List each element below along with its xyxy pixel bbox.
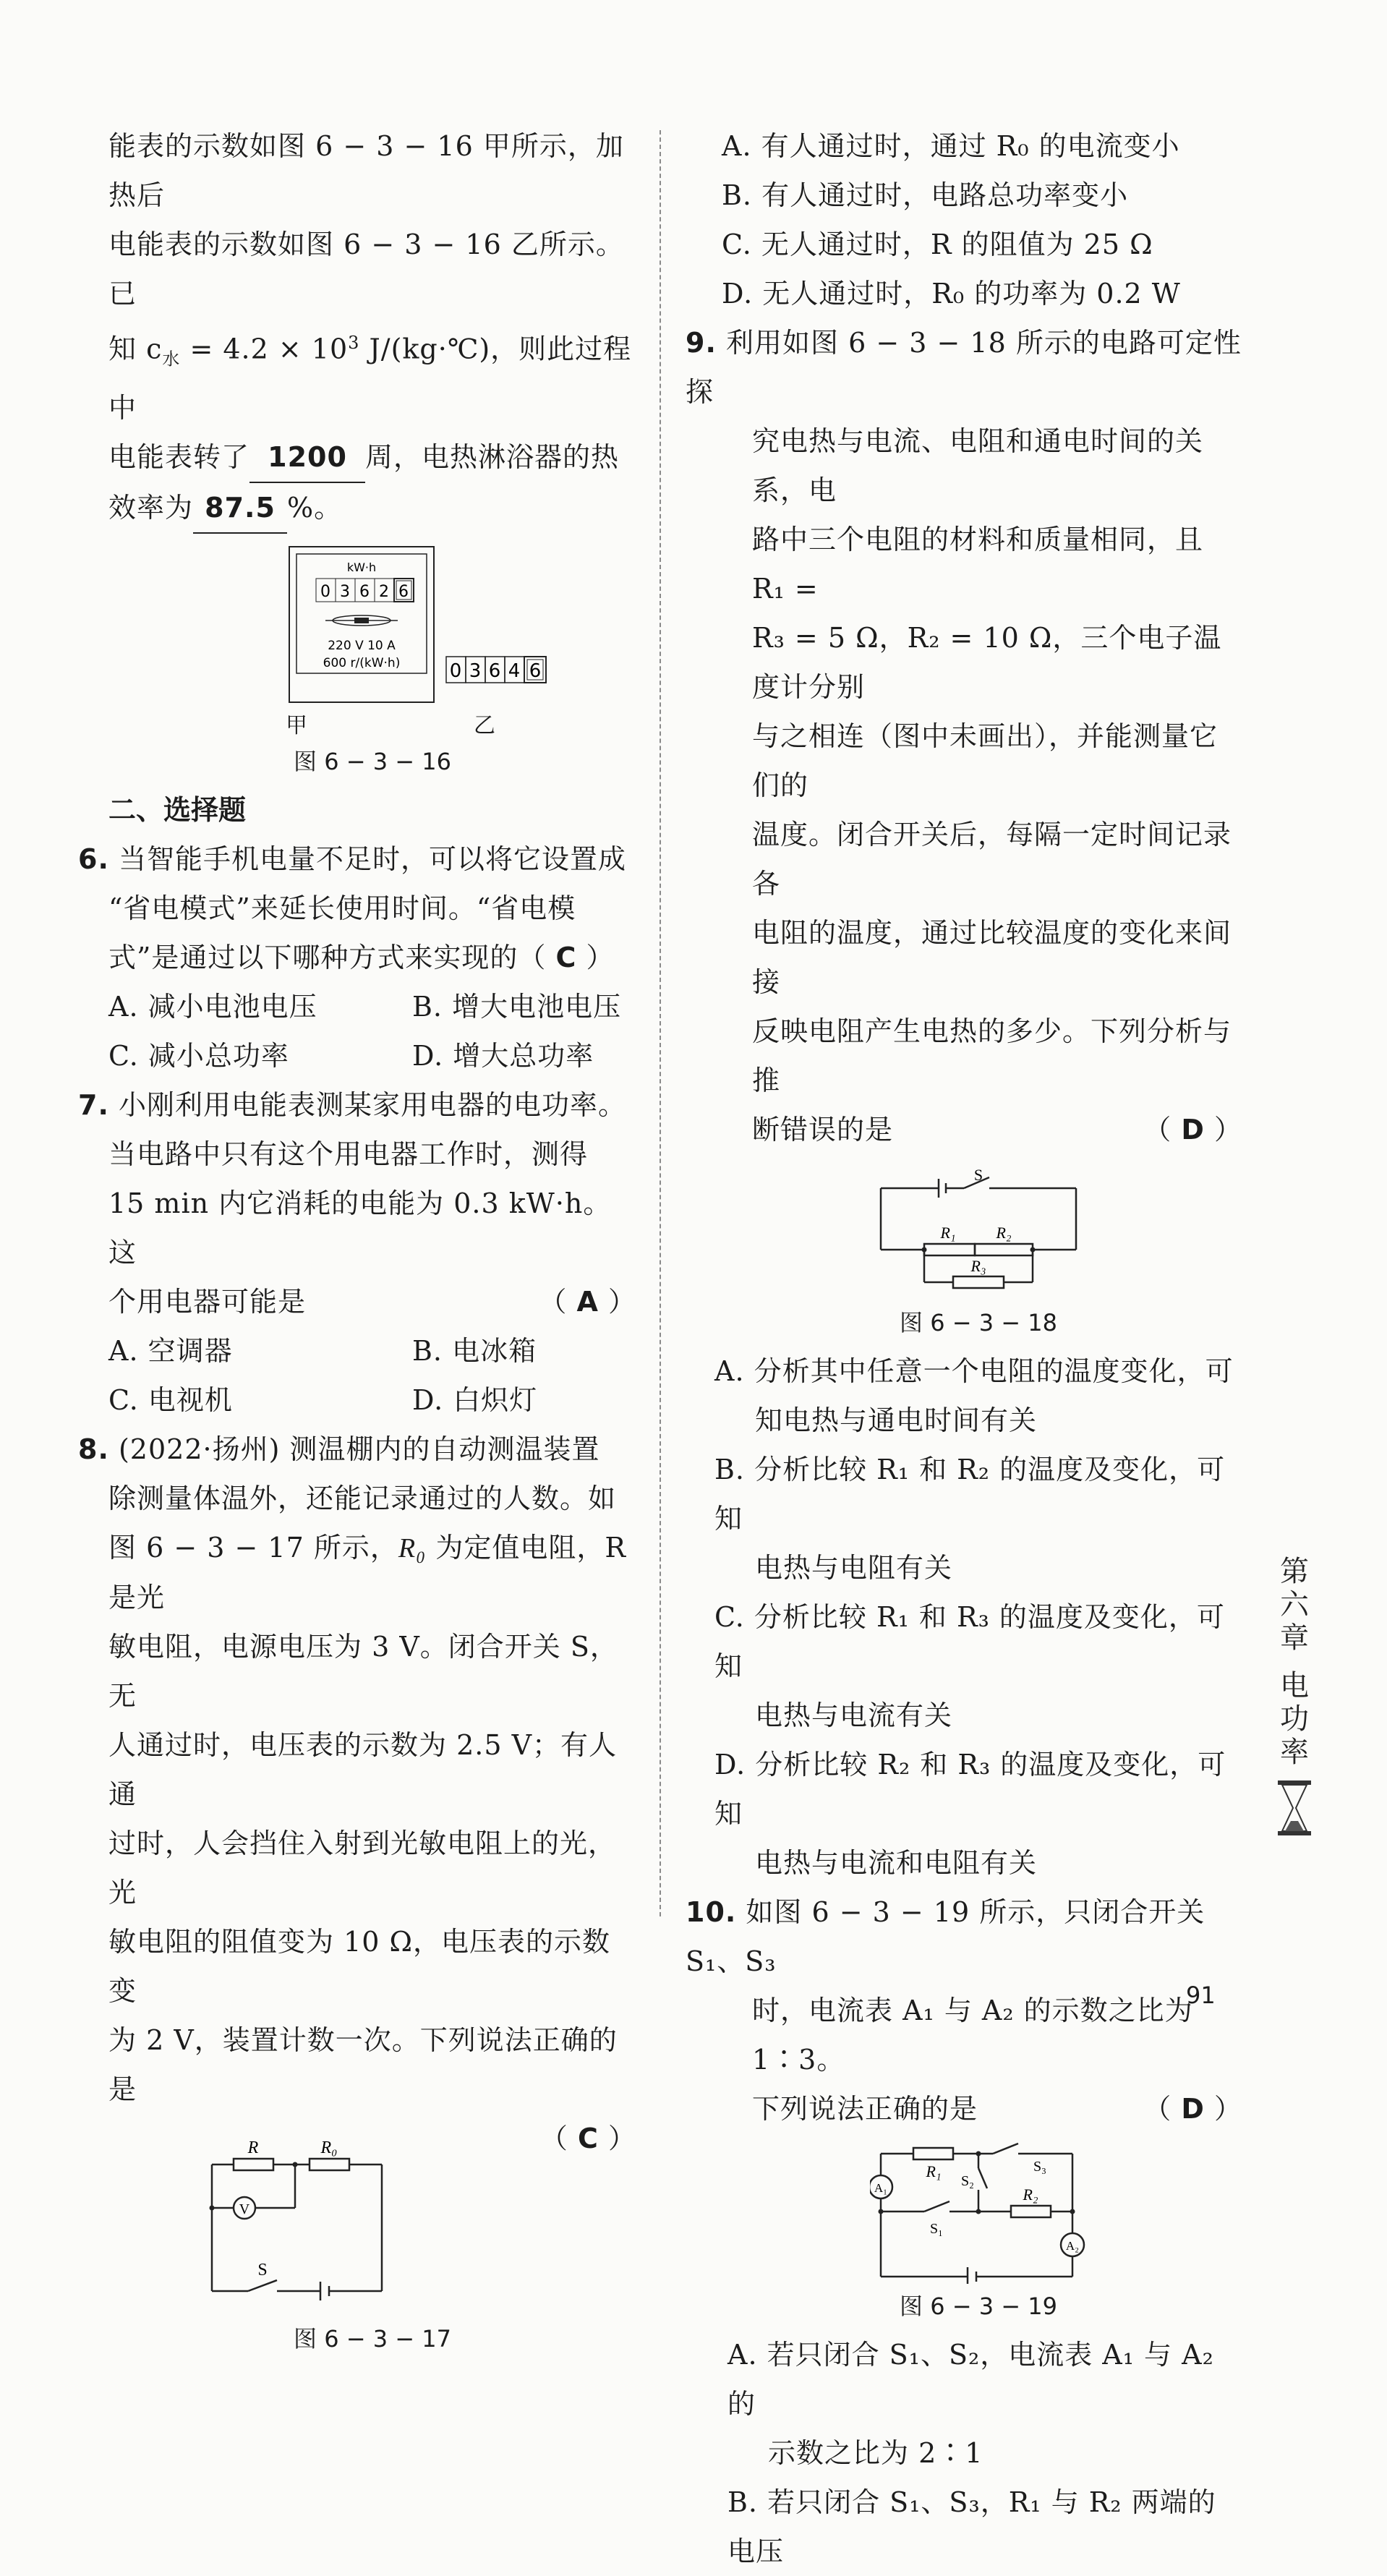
q8-option-d: D. 无人通过时，R₀ 的功率为 0.2 W: [722, 278, 1181, 310]
node: [976, 2209, 981, 2214]
q10-text-1: 如图 6 − 3 − 19 所示，只闭合开关 S₁、S₃: [686, 1896, 1205, 1977]
q10-line-1: [686, 1888, 1242, 1986]
q8-line-1: [78, 1425, 636, 1474]
q5-answer-1: 1200: [249, 432, 365, 483]
digit: 0: [320, 583, 330, 602]
q10-option-a-2: 示数之比为 2∶1: [768, 2437, 983, 2469]
r0-symbol: R₀: [398, 1533, 427, 1564]
q9-option-c-2: 电热与电流有关: [755, 1699, 953, 1731]
q5-line-4: [108, 432, 636, 483]
q6-option-c: C. 减小总功率: [108, 1040, 289, 1072]
q9-line-9: [714, 1105, 1242, 1154]
q7-line-2: 当电路中只有这个用电器工作时，测得: [108, 1138, 589, 1171]
meter-spec-2: 600 r/(kW·h): [323, 656, 401, 671]
label-r2: R₂: [1023, 2185, 1038, 2204]
q10-answer: D: [1181, 2093, 1205, 2125]
label-r1: R₁: [940, 1224, 956, 1242]
q8-line-4: 敏电阻，电源电压为 3 V。闭合开关 S，无: [108, 1631, 618, 1713]
q7-option-b: B. 电冰箱: [412, 1335, 537, 1368]
q8-line-7: 敏电阻的阻值变为 10 Ω，电压表的示数变: [108, 1926, 611, 2008]
q5-line-2: 电能表的示数如图 6 − 3 − 16 乙所示。已: [108, 229, 624, 310]
q8-line-8: 为 2 V，装置计数一次。下列说法正确的是: [108, 2024, 618, 2106]
hourglass-icon: [1276, 1779, 1313, 1837]
label-r2: R₂: [996, 1224, 1012, 1242]
label-s: S: [257, 2261, 268, 2280]
figure-19-caption: 图 6 − 3 − 19: [900, 2293, 1057, 2320]
q9-number: 9.: [686, 327, 717, 359]
chapter-char: 章: [1280, 1621, 1309, 1655]
q10-line-3: [714, 2084, 1242, 2133]
node: [210, 2206, 215, 2211]
node: [1030, 1248, 1036, 1253]
q8-line-6: 过时，人会挡住入射到光敏电阻上的光，光: [108, 1827, 617, 1909]
circuit-17-wires: [212, 2159, 382, 2300]
q8-option-c: C. 无人通过时，R 的阻值为 25 Ω: [722, 229, 1153, 260]
q7-line-1: [78, 1080, 636, 1130]
q10-answer-paren: （ D ）: [1143, 2093, 1242, 2125]
q9-line-5: 与之相连（图中未画出），并能测量它们的: [752, 720, 1219, 801]
chapter-char: 六: [1280, 1588, 1309, 1621]
q9-option-c-1: C. 分析比较 R₁ 和 R₃ 的温度及变化，可知: [714, 1601, 1225, 1682]
q10-line-2: 时，电流表 A₁ 与 A₂ 的示数之比为 1∶3。: [752, 1995, 1193, 2076]
digit: 3: [340, 583, 350, 602]
q9-line-2: 究电热与电流、电阻和通电时间的关系，电: [752, 425, 1204, 506]
q10-option-b-1: B. 若只闭合 S₁、S₃，R₁ 与 R₂ 两端的电压: [727, 2486, 1216, 2567]
q9-line-7: 电阻的温度，通过比较温度的变化来间接: [752, 917, 1232, 998]
q6-option-b: B. 增大电池电压: [412, 991, 622, 1023]
chapter-side-tab: [1273, 1555, 1316, 1844]
digit: 0: [449, 660, 462, 683]
q9-line-1: [686, 318, 1242, 417]
q8-text-1: (2022·扬州) 测温棚内的自动测温装置: [118, 1433, 600, 1466]
q6-close-paren: ）: [586, 942, 615, 974]
q6-option-d: D. 增大总功率: [412, 1040, 594, 1072]
q8-option-a: A. 有人通过时，通过 R₀ 的电流变小: [722, 130, 1180, 162]
meter-unit: kW·h: [346, 560, 377, 575]
q6-number: 6.: [78, 843, 109, 876]
q9-text-9: 断错误的是: [752, 1114, 894, 1146]
q9-line-4: R₃ = 5 Ω，R₂ = 10 Ω，三个电子温度计分别: [752, 622, 1222, 703]
label-r3: R₃: [970, 1257, 986, 1275]
node: [976, 2151, 981, 2157]
q7-number: 7.: [78, 1089, 109, 1122]
q5-l3-sub: 水: [162, 349, 181, 370]
q8-text-3b: 为定值电阻，R 是光: [108, 1532, 627, 1614]
q5-l3-post: J/(kg·℃)，则此过程中: [108, 333, 632, 425]
label-r0: R₀: [320, 2138, 338, 2158]
q8-option-b: B. 有人通过时，电路总功率变小: [722, 179, 1129, 211]
q7-option-d: D. 白炽灯: [412, 1384, 538, 1417]
q5-l4-post: 周，电热淋浴器的热: [365, 441, 620, 474]
q7-line-3: 15 min 内它消耗的电能为 0.3 kW·h。这: [108, 1187, 612, 1269]
figure-18-caption: 图 6 − 3 − 18: [900, 1309, 1057, 1336]
q7-option-a: A. 空调器: [108, 1335, 233, 1368]
q7-answer: A: [576, 1286, 599, 1318]
q6-line-3: [108, 933, 636, 982]
q6-line-1: [78, 835, 636, 884]
figure-17-caption: 图 6 − 3 − 17: [294, 2325, 451, 2353]
q6-option-a: A. 减小电池电压: [108, 991, 317, 1023]
q9-line-8: 反映电阻产生电热的多少。下列分析与推: [752, 1015, 1232, 1096]
label-jia: 甲: [286, 713, 307, 739]
ammeter-a2-icon: A₂: [1065, 2239, 1080, 2253]
q6-options-row-1: [108, 982, 636, 1031]
q7-line-4: [108, 1277, 636, 1326]
label-s3: S₃: [1033, 2159, 1047, 2175]
digit: 6: [398, 583, 409, 602]
q8-text-3a: 图 6 − 3 − 17 所示，: [108, 1532, 398, 1564]
q9-option-b-2: 电热与电阻有关: [755, 1552, 953, 1584]
q5-l4-pre: 电能表转了: [108, 441, 250, 474]
q6-answer: C: [555, 942, 577, 974]
q7-options-row-2: [108, 1376, 636, 1425]
q5-l3-pre: 知 c: [108, 333, 163, 365]
circuit-19-wires: [870, 2144, 1084, 2284]
figure-6-3-18: [870, 1163, 1087, 1300]
label-r1: R₁: [926, 2162, 942, 2180]
section-title-choice: 二、选择题: [108, 794, 247, 827]
node: [922, 1248, 927, 1253]
q7-option-c: C. 电视机: [108, 1384, 233, 1417]
ammeter-a1-icon: A₁: [874, 2181, 888, 2195]
q9-answer: D: [1181, 1114, 1205, 1146]
q6-line-2: “省电模式”来延长使用时间。“省电模: [108, 892, 576, 925]
q9-option-a-1: A. 分析其中任意一个电阻的温度变化，可: [714, 1355, 1234, 1387]
q8-line-3: [108, 1523, 636, 1622]
figure-6-3-19: [870, 2139, 1087, 2284]
q10-number: 10.: [686, 1896, 737, 1928]
digit: 4: [508, 660, 521, 683]
label-r: R: [248, 2138, 259, 2158]
chapter-char: 第: [1280, 1555, 1309, 1588]
digit: 6: [359, 583, 370, 602]
voltmeter-icon: V: [239, 2201, 250, 2218]
meter-jia-digits: [316, 579, 414, 602]
title-char: 功: [1280, 1702, 1309, 1736]
q7-text-4: 个用电器可能是: [108, 1286, 307, 1318]
digit: 2: [379, 583, 389, 602]
q9-option-b-1: B. 分析比较 R₁ 和 R₂ 的温度及变化，可知: [714, 1454, 1226, 1535]
right-column: [686, 121, 1242, 2576]
page-number: 91: [1186, 1982, 1216, 2009]
q8-number: 8.: [78, 1433, 109, 1466]
meter-spec-1: 220 V 10 A: [328, 639, 396, 654]
label-s1: S₁: [929, 2221, 944, 2237]
q9-answer-paren: （ D ）: [1143, 1114, 1242, 1146]
q5-l3-mid: = 4.2 × 10: [180, 333, 349, 365]
q6-text-3: 式”是通过以下哪种方式来实现的（: [108, 942, 547, 974]
q5-line-5: [108, 483, 636, 534]
node: [293, 2162, 298, 2167]
q9-option-d-2: 电热与电流和电阻有关: [755, 1847, 1038, 1879]
q8-line-2: 除测量体温外，还能记录通过的人数。如: [108, 1483, 617, 1515]
q9-option-a-2: 知电热与通电时间有关: [755, 1404, 1038, 1436]
digit: 3: [469, 660, 482, 683]
label-s2: S₂: [960, 2173, 975, 2189]
label-yi: 乙: [474, 713, 495, 739]
q7-options-row-1: [108, 1326, 636, 1376]
q8-line-5: 人通过时，电压表的示数为 2.5 V；有人通: [108, 1729, 618, 1811]
q8-answer: C: [578, 2123, 599, 2155]
q5-answer-2: 87.5: [193, 483, 287, 534]
digit: 6: [488, 660, 501, 683]
meter-disc-icon: [325, 615, 398, 626]
q9-text-1: 利用如图 6 − 3 − 18 所示的电路可定性探: [686, 327, 1242, 408]
figure-6-3-16: [184, 541, 560, 707]
q5-l5-post: %。: [287, 492, 343, 524]
meter-yi-digits: [446, 657, 546, 683]
q7-answer-paren: （ A ）: [539, 1286, 636, 1318]
node: [879, 2209, 884, 2214]
left-column: [78, 121, 636, 2363]
q6-options-row-2: [108, 1031, 636, 1080]
q5-l3-sup: 3: [348, 333, 360, 353]
figure-16-labels: [286, 707, 495, 739]
title-char: 电: [1280, 1669, 1309, 1702]
q5-line-3: [108, 318, 636, 432]
q10-option-a-1: A. 若只闭合 S₁、S₂，电流表 A₁ 与 A₂ 的: [727, 2339, 1214, 2420]
figure-16-caption: 图 6 − 3 − 16: [294, 748, 451, 776]
title-char: 率: [1280, 1736, 1309, 1769]
q10-text-3: 下列说法正确的是: [752, 2093, 978, 2125]
q6-text-1: 当智能手机电量不足时，可以将它设置成: [118, 843, 626, 876]
q9-line-6: 温度。闭合开关后，每隔一定时间记录各: [752, 819, 1232, 900]
figure-6-3-17: [205, 2128, 443, 2316]
q5-line-1: 能表的示数如图 6 − 3 − 16 甲所示，加热后: [108, 130, 624, 211]
digit: 6: [529, 660, 542, 683]
label-s: S: [973, 1166, 983, 1184]
q9-option-d-1: D. 分析比较 R₂ 和 R₃ 的温度及变化，可知: [714, 1749, 1226, 1830]
node: [1070, 2209, 1075, 2214]
column-divider: [660, 130, 661, 1916]
q8-answer-paren: （ C ）: [539, 2123, 636, 2155]
q5-l5-pre: 效率为: [108, 492, 194, 524]
q7-text-1: 小刚利用电能表测某家用电器的电功率。: [118, 1089, 626, 1122]
q9-line-3: 路中三个电阻的材料和质量相同，且 R₁ =: [752, 524, 1204, 605]
